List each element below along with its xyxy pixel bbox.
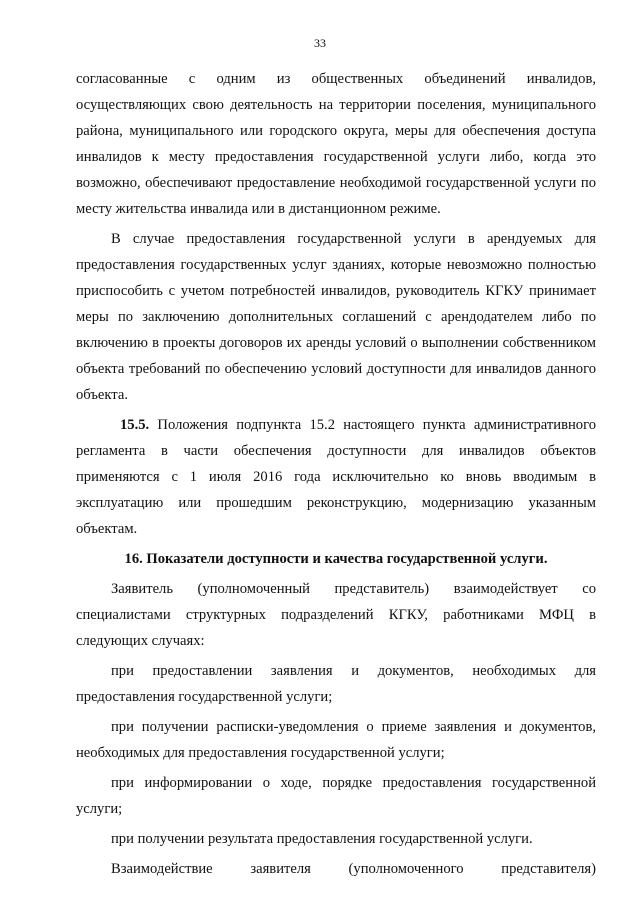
section-heading: 16. Показатели доступности и качества государственной услуги. — [124, 551, 548, 567]
document-body — [76, 66, 596, 886]
paragraph: В случае предоставления государственной услуги в арендуемых для предоставления государственных услуг зданиях, которые невозможно полностью приспособить с учетом потребностей инвалидов, руководитель КГКУ принимает меры по заключению дополнительных соглашений с арендодателем либо по включению в проекты договоров их аренды условий о выполнении собственником объекта требований по обеспечению условий доступности для инвалидов данного объекта. — [76, 231, 596, 403]
paragraph: при предоставлении заявления и документов, необходимых для предоставления государственной услуги; — [76, 663, 596, 705]
paragraph: согласованные с одним из общественных объединений инвалидов, осуществляющих свою деятельность на территории поселения, муниципального района, муниципального или городского округа, меры для обеспечения доступа инвалидов к месту предоставления государственной услуги либо, когда это возможно, обеспечивают предоставление необходимой государственной услуги по месту жительства инвалида или в дистанционном режиме. — [76, 71, 596, 217]
paragraph — [76, 412, 596, 542]
paragraph-number: 15.5. — [120, 417, 150, 433]
paragraph: Взаимодействие заявителя (уполномоченного представителя) — [111, 861, 596, 877]
paragraph: при получении результата предоставления государственной услуги. — [111, 831, 533, 847]
paragraph: Заявитель (уполномоченный представитель) взаимодействует со специалистами структурных подразделений КГКУ, работниками МФЦ в следующих случаях: — [76, 581, 596, 649]
paragraph: при информировании о ходе, порядке предоставления государственной услуги; — [76, 775, 596, 817]
page-number: 33 — [314, 36, 326, 50]
paragraph-text: Положения подпункта 15.2 настоящего пункта административного регламента в части обеспечения доступности для инвалидов объектов применяются с 1 июля 2016 года исключительно ко вновь вводимым в эксплуатацию или прошедшим реконструкцию, модернизацию указанным объектам. — [76, 417, 596, 537]
paragraph: при получении расписки-уведомления о приеме заявления и документов, необходимых для предоставления государственной услуги; — [76, 719, 596, 761]
